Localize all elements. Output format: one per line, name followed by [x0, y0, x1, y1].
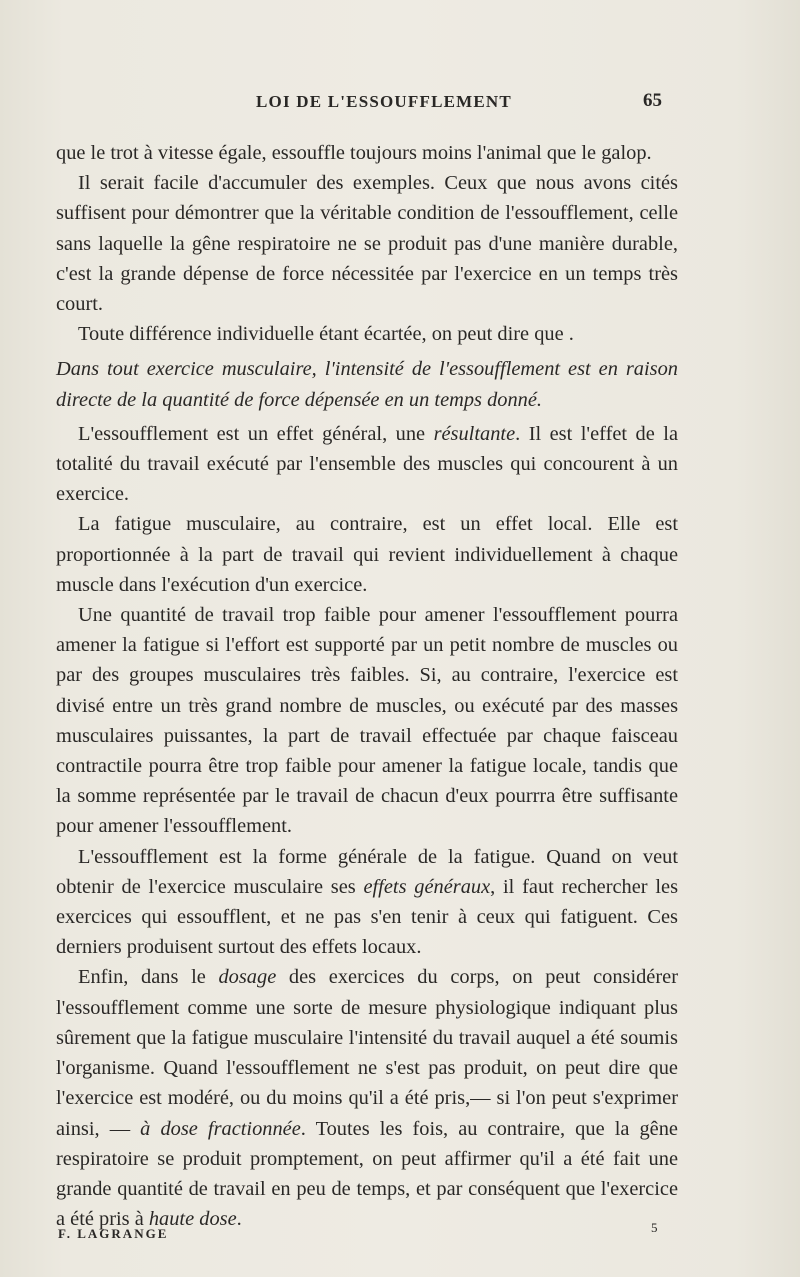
page-header	[0, 92, 800, 116]
italic-text: Dans tout exercice musculaire, l'intensité de l'essoufflement est en raison directe de la quantité de force dépensée en un temps donné.	[56, 358, 678, 411]
body-text	[56, 138, 678, 1234]
paragraph	[56, 509, 678, 600]
text-run: . Toutes les fois, au contraire, que la gêne respiratoire se produit promptement, on peut affirmer qu'il a été fait une grande quantité de travail en peu de temps, et par conséquent que l'exercice a été pris à	[56, 1117, 678, 1231]
text-run: Une quantité de travail trop faible pour amener l'essoufflement pourra amener la fatigue si l'effort est supporté par un petit nombre de muscles ou par des groupes musculaires très faibles. Si, au contraire, l'exercice est divisé entre un très grand nombre de muscles, ou exécuté par des masses musculaires puissantes, la part de travail effectuée par chaque faisceau contractile pourra être trop faible pour amener la fatigue locale, tandis que la somme représentée par le travail de chacun d'eux pourrra être suffisante pour amener l'essoufflement.	[56, 604, 678, 838]
paragraph	[56, 354, 678, 414]
paragraph	[56, 168, 678, 319]
text-run: L'essoufflement est la forme générale de la fatigue. Quand on veut obtenir de l'exercice musculaire ses	[56, 845, 678, 898]
text-run: Toute différence individuelle étant écartée, on peut dire que .	[78, 323, 574, 346]
printer-signature: F. LAGRANGE	[58, 1226, 169, 1241]
italic-text: résultante	[433, 422, 516, 445]
paragraph	[56, 138, 678, 168]
paragraph	[56, 319, 678, 349]
italic-text: effets généraux	[363, 875, 491, 898]
text-run: , il faut rechercher les exercices qui essoufflent, et ne pas s'en tenir à ceux qui fatiguent. Ces derniers produisent surtout des effets locaux.	[56, 875, 678, 959]
text-run: La fatigue musculaire, au contraire, est un effet local. Elle est proportionnée à la part de travail qui revient individuellement à chaque muscle dans l'exécution d'un exercice.	[56, 513, 678, 596]
paragraph	[56, 419, 678, 510]
running-title: LOI DE L'ESSOUFFLEMENT	[256, 92, 512, 111]
text-run: des exercices du corps, on peut considérer l'essoufflement comme une sorte de mesure physiologique indiquant plus sûrement que la fatigue musculaire l'intensité du travail auquel a été soumis l'organisme. Quand l'essoufflement ne s'est pas produit, on peut dire que l'exercice est modéré, ou du moins qu'il a été pris,— si l'on peut s'exprimer ainsi, —	[56, 966, 678, 1140]
text-run: Il serait facile d'accumuler des exemples. Ceux que nous avons cités suffisent pour démontrer que la véritable condition de l'essoufflement, celle sans laquelle la gêne respiratoire ne se produit pas d'une manière durable, c'est la grande dépense de force nécessitée par l'exercice en un temps très court.	[56, 172, 678, 316]
page-number: 65	[643, 90, 662, 111]
italic-text: dosage	[218, 966, 277, 989]
paragraph	[56, 600, 678, 842]
text-run: que le trot à vitesse égale, essouffle toujours moins l'animal que le galop.	[56, 142, 652, 164]
italic-text: haute dose	[148, 1208, 237, 1231]
text-run: L'essoufflement est un effet général, une	[78, 422, 434, 445]
page-footer	[0, 1220, 800, 1248]
italic-text: à dose fractionnée	[140, 1117, 301, 1140]
text-run: Enfin, dans le	[78, 966, 219, 989]
signature-mark: 5	[651, 1220, 658, 1235]
text-run: . Il est l'effet de la totalité du travail exécuté par l'ensemble des muscles qui concourent à un exercice.	[56, 422, 678, 506]
text-run: .	[236, 1208, 242, 1231]
paragraph	[56, 842, 678, 963]
paragraph	[56, 962, 678, 1234]
